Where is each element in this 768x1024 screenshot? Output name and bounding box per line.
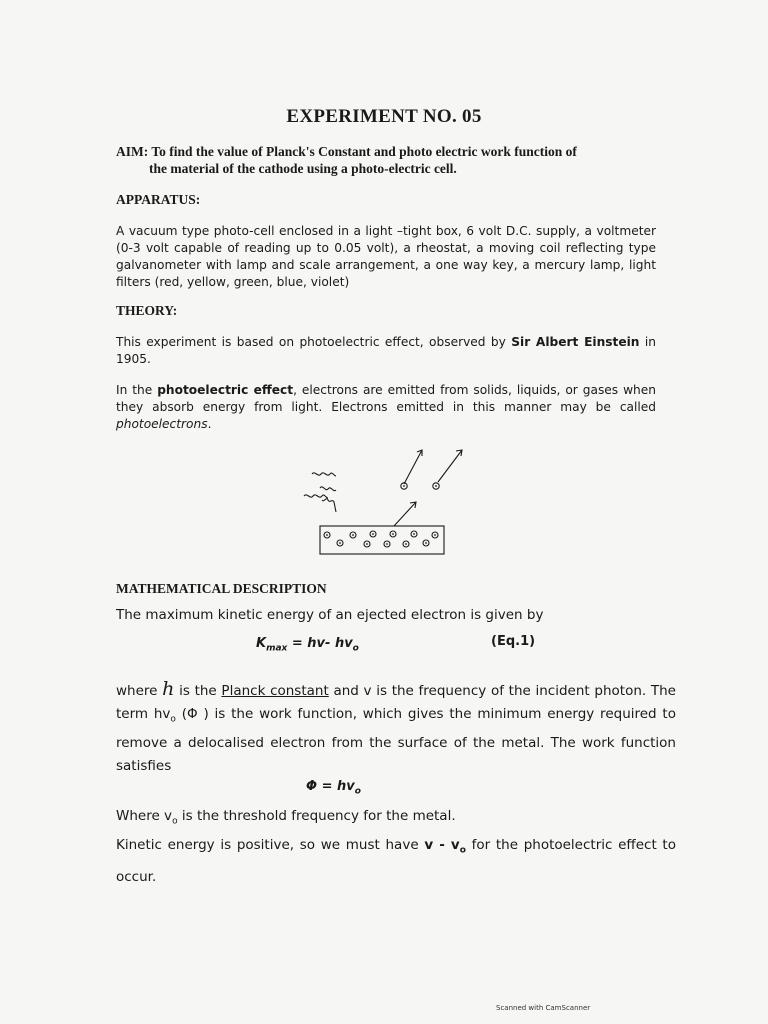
eq1-sub-o: o [352, 643, 359, 654]
electron-path-1 [404, 450, 422, 484]
electron-path-2 [438, 450, 462, 482]
apparatus-heading: APPARATUS: [116, 192, 201, 207]
ke-text: Kinetic energy is positive, so we must have [116, 837, 425, 853]
photoelectrons-term: photoelectrons [116, 417, 208, 431]
equation-1 [256, 636, 359, 654]
eq1-rhs: = hv- hv [287, 636, 353, 651]
planck-constant-link[interactable]: Planck constant [221, 683, 329, 699]
light-wave-2 [304, 495, 328, 498]
einstein-name: Sir Albert Einstein [511, 335, 640, 349]
eq1-k: K [256, 636, 267, 651]
theory-paragraph-2 [116, 382, 656, 433]
electron-path-3 [394, 502, 416, 526]
light-wave-1 [312, 473, 336, 476]
where-sub-o: o [170, 714, 176, 725]
ke-text-2: for the photoelectric effect to occur. [116, 837, 676, 885]
theory-p1-text: This experiment is based on photoelectric effect, observed by [116, 335, 512, 349]
threshold-text: Where v [116, 808, 173, 824]
planck-paragraph [116, 678, 676, 778]
equation-2 [306, 779, 361, 797]
equation-1-label: (Eq.1) [491, 634, 536, 649]
aim-line-1: AIM: To find the value of Planck's Constant and photo electric work function of [116, 144, 577, 159]
photoelectric-diagram [290, 440, 460, 560]
eq2-sub-o: o [354, 786, 361, 797]
where-text-3: and v is the frequency of the incident photon. The term hv [116, 683, 676, 722]
kinetic-energy-sentence [116, 832, 676, 890]
aim-line-2: the material of the cathode using a photo-electric cell. [149, 161, 457, 176]
eq1-sub-max: max [266, 643, 288, 654]
where-text: where [116, 683, 163, 699]
ke-inequality: v - v [424, 837, 460, 853]
threshold-sub-o: o [172, 816, 178, 827]
threshold-text-2: is the threshold frequency for the metal. [177, 808, 456, 824]
theory-heading: THEORY: [116, 303, 178, 318]
eq2-text: Φ = hv [306, 779, 355, 794]
light-wave-4 [322, 499, 336, 512]
theory-p1-text-end: in 1905. [116, 335, 656, 366]
theory-p2-text: In the [116, 383, 158, 397]
light-wave-3 [320, 487, 336, 491]
threshold-sentence [116, 805, 676, 834]
theory-p2-text-end: . [207, 417, 212, 431]
theory-paragraph-1 [116, 334, 656, 368]
apparatus-text: A vacuum type photo-cell enclosed in a light –tight box, 6 volt D.C. supply, a voltmeter (0-3 volt capable of reading up to 0.05 volt), a rheostat, a moving coil reflecting type galvanometer with lamp and scale arrangement, a one way key, a mercury lamp, light filters (red, yellow, green, blue, violet) [116, 224, 656, 289]
math-intro: The maximum kinetic energy of an ejected electron is given by [116, 607, 544, 623]
where-text-2: is the [174, 683, 222, 699]
math-heading: MATHEMATICAL DESCRIPTION [116, 581, 327, 596]
where-text-4: (Φ ) is the work function, which gives the minimum energy required to remove a delocalised electron from the surface of the metal. The work function satisfies [116, 706, 676, 774]
theory-p2-text-mid: , electrons are emitted from solids, liquids, or gases when they absorb energy from light. Electrons emitted in this manner may be called [116, 383, 656, 414]
h-symbol: h [162, 678, 175, 700]
photoelectric-effect-term: photoelectric effect [157, 383, 294, 397]
aim-statement [116, 143, 676, 177]
page-title: EXPERIMENT NO. 05 [286, 106, 482, 127]
scanner-watermark: Scanned with CamScanner [496, 1004, 591, 1012]
ke-sub-o: o [459, 845, 466, 856]
